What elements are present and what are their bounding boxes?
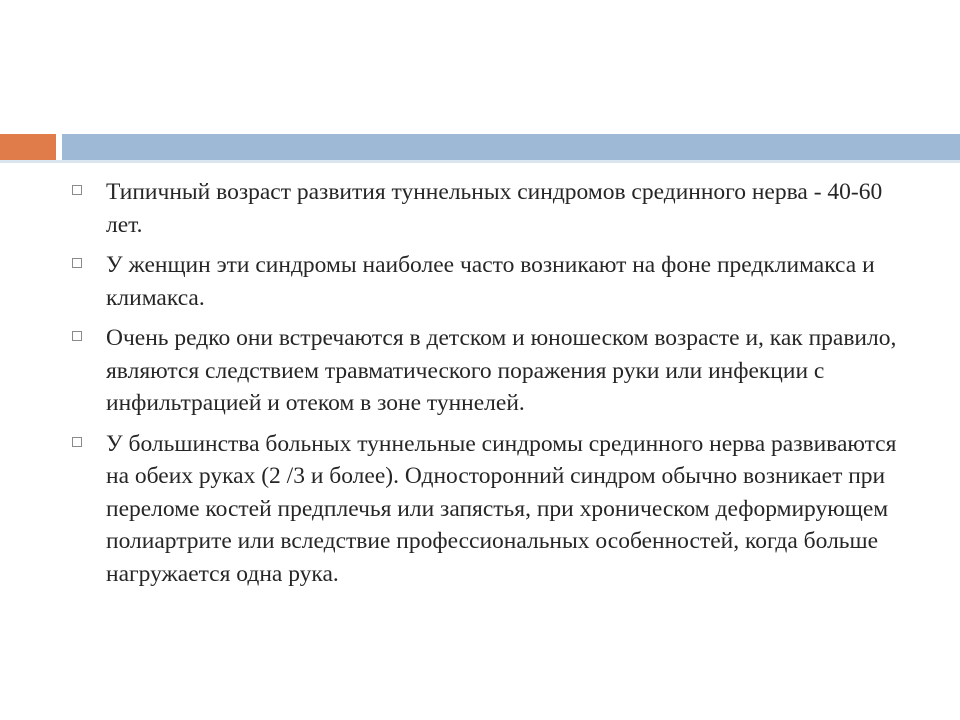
- bullet-text: Очень редко они встречаются в детском и юношеском возрасте и, как правило, являются следствием травматического поражения руки или инфекции с инфильтрацией и отеком в зоне туннелей.: [106, 325, 897, 416]
- bullet-item: [72, 249, 912, 314]
- bullet-list: [72, 176, 912, 598]
- square-bullet-icon: [72, 258, 82, 268]
- square-bullet-icon: [72, 185, 82, 195]
- bullet-item: [72, 322, 912, 420]
- square-bullet-icon: [72, 437, 82, 447]
- square-bullet-icon: [72, 331, 82, 341]
- bullet-item: [72, 176, 912, 241]
- header-accent-divider: [0, 160, 960, 163]
- bullet-text: Типичный возраст развития туннельных синдромов срединного нерва - 40-60 лет.: [106, 179, 883, 238]
- bullet-text: У большинства больных туннельные синдромы срединного нерва развиваются на обеих руках (2 /3 и более). Односторонний синдром обычно возникает при переломе костей предплечья или запястья, при хроническом деформирующем полиартрите или вследствие профессиональных особенностей, когда больше нагружается одна рука.: [106, 430, 897, 587]
- bullet-text: У женщин эти синдромы наиболее часто возникают на фоне предклимакса и климакса.: [106, 252, 875, 311]
- header-accent-bar-orange: [0, 134, 56, 160]
- header-accent-bar-blue: [62, 134, 960, 160]
- bullet-item: [72, 428, 912, 591]
